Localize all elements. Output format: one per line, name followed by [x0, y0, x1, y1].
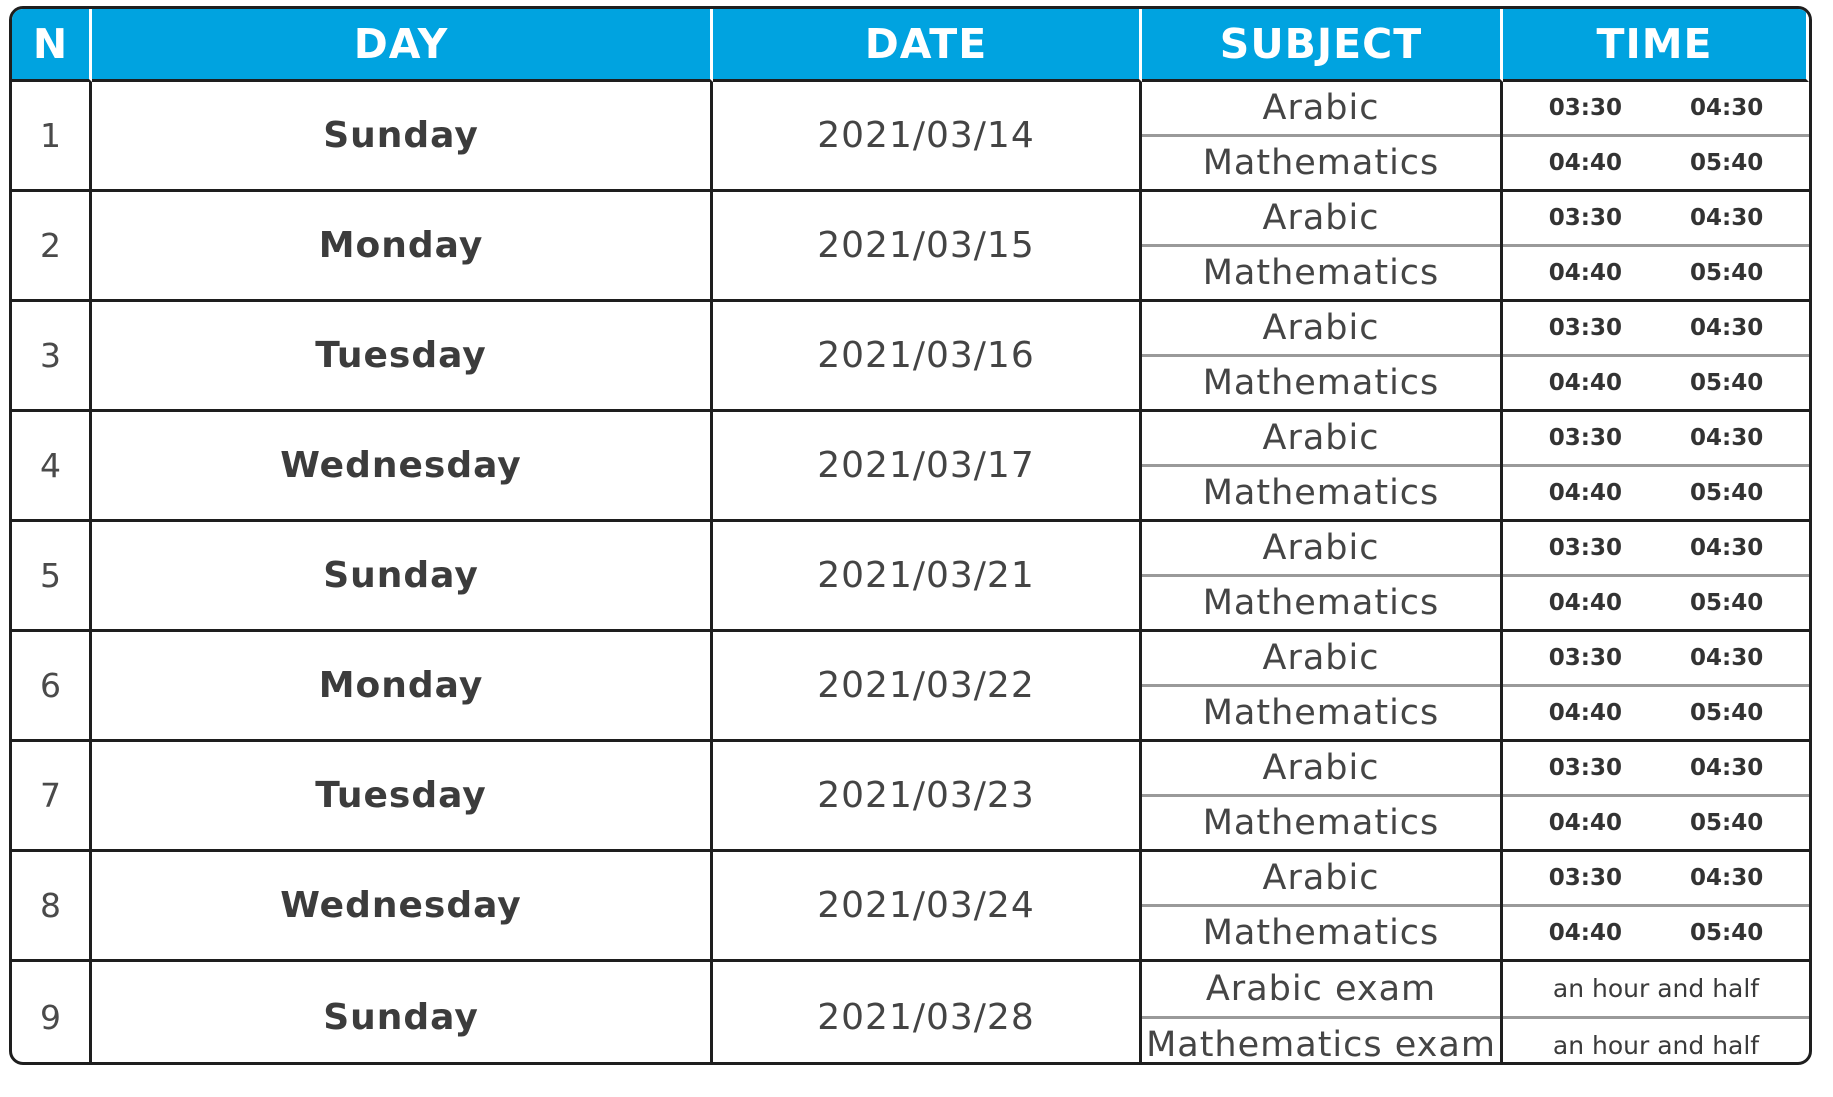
time-cell [1503, 962, 1809, 1065]
end-time: 05:40 [1690, 920, 1764, 946]
subject-name: Mathematics [1202, 583, 1440, 623]
date-cell: 2021/03/15 [713, 192, 1142, 302]
start-time: 03:30 [1548, 865, 1622, 891]
subject-name: Arabic [1262, 858, 1380, 898]
time-slot-1 [1503, 522, 1809, 577]
subject-name: Mathematics [1202, 803, 1440, 843]
start-time: 03:30 [1548, 425, 1622, 451]
time-cell [1503, 742, 1809, 852]
date-cell: 2021/03/21 [713, 522, 1142, 632]
header-day: DAY [92, 9, 713, 82]
subject-cell [1142, 192, 1503, 302]
subject-slot-1 [1142, 742, 1500, 797]
header-date: DATE [713, 9, 1142, 82]
subject-name: Mathematics [1202, 693, 1440, 733]
subject-name: Arabic [1262, 308, 1380, 348]
subject-slot-2 [1142, 357, 1500, 409]
time-slot-2 [1503, 137, 1809, 189]
row-number: 7 [12, 742, 92, 852]
header-time: TIME [1503, 9, 1809, 82]
end-time: 05:40 [1690, 260, 1764, 286]
end-time: 04:30 [1690, 205, 1764, 231]
time-slot-2 [1503, 467, 1809, 519]
schedule-grid [12, 9, 1809, 1065]
subject-slot-2 [1142, 247, 1500, 299]
time-slot-1 [1503, 412, 1809, 467]
subject-name: Mathematics [1202, 143, 1440, 183]
subject-cell [1142, 632, 1503, 742]
subject-name: Mathematics exam [1146, 1025, 1496, 1065]
end-time: 05:40 [1690, 480, 1764, 506]
subject-cell [1142, 962, 1503, 1065]
day-cell: Sunday [92, 962, 713, 1065]
start-time: 03:30 [1548, 755, 1622, 781]
start-time: 04:40 [1548, 150, 1622, 176]
end-time: 05:40 [1690, 810, 1764, 836]
header-subject: SUBJECT [1142, 9, 1503, 82]
time-cell [1503, 632, 1809, 742]
start-time: 04:40 [1548, 370, 1622, 396]
row-number: 5 [12, 522, 92, 632]
subject-name: Arabic [1262, 638, 1380, 678]
date-cell: 2021/03/14 [713, 82, 1142, 192]
row-number: 4 [12, 412, 92, 522]
end-time: 04:30 [1690, 645, 1764, 671]
subject-name: Arabic [1262, 418, 1380, 458]
exam-schedule-table [9, 6, 1812, 1065]
end-time: 04:30 [1690, 315, 1764, 341]
end-time: 05:40 [1690, 700, 1764, 726]
duration-slot-2 [1503, 1019, 1809, 1066]
subject-name: Mathematics [1202, 363, 1440, 403]
subject-slot-1 [1142, 522, 1500, 577]
time-slot-1 [1503, 632, 1809, 687]
row-number: 3 [12, 302, 92, 412]
end-time: 04:30 [1690, 425, 1764, 451]
start-time: 04:40 [1548, 810, 1622, 836]
end-time: 04:30 [1690, 535, 1764, 561]
start-time: 03:30 [1548, 645, 1622, 671]
time-slot-1 [1503, 192, 1809, 247]
row-number: 2 [12, 192, 92, 302]
duration-text: an hour and half [1552, 1030, 1760, 1060]
time-cell [1503, 522, 1809, 632]
time-slot-2 [1503, 687, 1809, 739]
start-time: 04:40 [1548, 590, 1622, 616]
day-cell: Wednesday [92, 412, 713, 522]
day-cell: Tuesday [92, 302, 713, 412]
subject-slot-2 [1142, 577, 1500, 629]
row-number: 8 [12, 852, 92, 962]
day-cell: Monday [92, 192, 713, 302]
row-number: 1 [12, 82, 92, 192]
subject-slot-1 [1142, 852, 1500, 907]
start-time: 04:40 [1548, 260, 1622, 286]
date-cell: 2021/03/23 [713, 742, 1142, 852]
subject-slot-2 [1142, 687, 1500, 739]
subject-slot-2 [1142, 907, 1500, 959]
subject-name: Arabic exam [1205, 968, 1437, 1009]
time-slot-1 [1503, 302, 1809, 357]
date-cell: 2021/03/16 [713, 302, 1142, 412]
time-slot-1 [1503, 82, 1809, 137]
start-time: 04:40 [1548, 700, 1622, 726]
subject-name: Arabic [1262, 528, 1380, 568]
subject-name: Arabic [1262, 198, 1380, 238]
time-slot-1 [1503, 742, 1809, 797]
header-n: N [12, 9, 92, 82]
day-cell: Tuesday [92, 742, 713, 852]
subject-slot-2 [1142, 467, 1500, 519]
subject-slot-2 [1142, 137, 1500, 189]
subject-slot-1 [1142, 192, 1500, 247]
time-cell [1503, 302, 1809, 412]
time-cell [1503, 82, 1809, 192]
time-slot-2 [1503, 907, 1809, 959]
time-slot-1 [1503, 852, 1809, 907]
start-time: 03:30 [1548, 95, 1622, 121]
date-cell: 2021/03/28 [713, 962, 1142, 1065]
end-time: 05:40 [1690, 370, 1764, 396]
time-slot-2 [1503, 577, 1809, 629]
date-cell: 2021/03/17 [713, 412, 1142, 522]
row-number: 9 [12, 962, 92, 1065]
subject-slot-1 [1142, 82, 1500, 137]
subject-name: Mathematics [1202, 913, 1440, 953]
time-cell [1503, 192, 1809, 302]
start-time: 03:30 [1548, 535, 1622, 561]
subject-name: Mathematics [1202, 473, 1440, 513]
subject-name: Arabic [1262, 748, 1380, 788]
subject-slot-1 [1142, 962, 1500, 1019]
subject-slot-2 [1142, 1019, 1500, 1066]
end-time: 05:40 [1690, 150, 1764, 176]
end-time: 05:40 [1690, 590, 1764, 616]
subject-slot-1 [1142, 302, 1500, 357]
start-time: 03:30 [1548, 315, 1622, 341]
day-cell: Monday [92, 632, 713, 742]
date-cell: 2021/03/22 [713, 632, 1142, 742]
subject-cell [1142, 302, 1503, 412]
subject-cell [1142, 82, 1503, 192]
start-time: 04:40 [1548, 920, 1622, 946]
start-time: 03:30 [1548, 205, 1622, 231]
day-cell: Sunday [92, 82, 713, 192]
subject-cell [1142, 742, 1503, 852]
subject-name: Mathematics [1202, 253, 1440, 293]
end-time: 04:30 [1690, 865, 1764, 891]
subject-cell [1142, 852, 1503, 962]
time-slot-2 [1503, 357, 1809, 409]
time-slot-2 [1503, 247, 1809, 299]
subject-name: Arabic [1262, 88, 1380, 128]
end-time: 04:30 [1690, 95, 1764, 121]
duration-slot-1 [1503, 962, 1809, 1019]
row-number: 6 [12, 632, 92, 742]
subject-slot-1 [1142, 412, 1500, 467]
start-time: 04:40 [1548, 480, 1622, 506]
time-cell [1503, 852, 1809, 962]
day-cell: Sunday [92, 522, 713, 632]
time-slot-2 [1503, 797, 1809, 849]
time-cell [1503, 412, 1809, 522]
duration-text: an hour and half [1552, 974, 1760, 1004]
subject-slot-2 [1142, 797, 1500, 849]
subject-cell [1142, 412, 1503, 522]
subject-cell [1142, 522, 1503, 632]
day-cell: Wednesday [92, 852, 713, 962]
date-cell: 2021/03/24 [713, 852, 1142, 962]
subject-slot-1 [1142, 632, 1500, 687]
end-time: 04:30 [1690, 755, 1764, 781]
